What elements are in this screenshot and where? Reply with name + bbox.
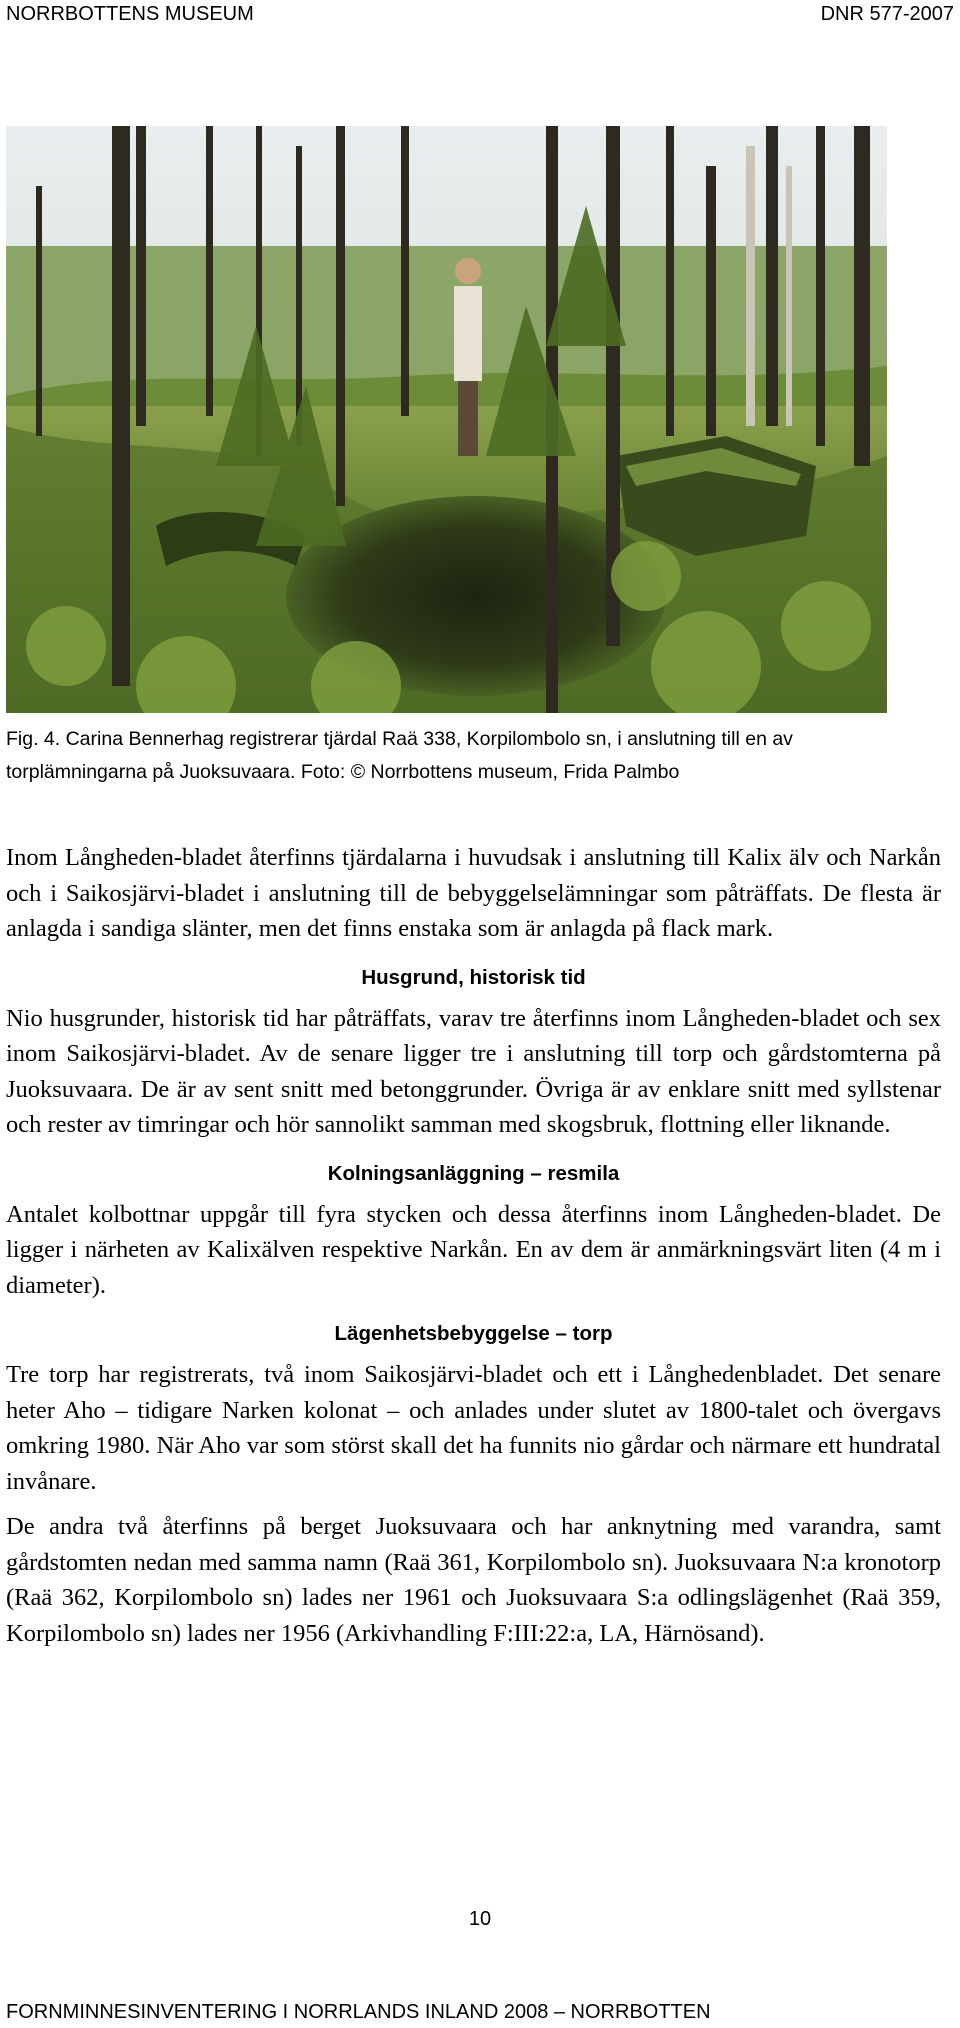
section-paragraph-lagenhetsbebyggelse-2: De andra två återfinns på berget Juoksuvaara och har anknytning med varandra, samt gårdstomten nedan med samma namn (Raä 361, Korpilombolo sn). Juoksuvaara N:a kronotorp (Raä 362, Korpilombolo sn) lades ner 1961 och Juoksuvaara S:a odlingslägenhet (Raä 359, Korpilombolo sn) lades ner 1956 (Arkivhandling F:III:22:a, LA, Härnösand). bbox=[6, 1513, 941, 1647]
person-figure bbox=[454, 258, 482, 456]
figure-photo bbox=[6, 126, 887, 713]
main-content bbox=[6, 840, 941, 1651]
intro-paragraph: Inom Långheden-bladet återfinns tjärdalarna i huvudsak i anslutning till Kalix älv och Narkån och i Saikosjärvi-bladet i anslutning till de bebyggelselämningar som påträffats. De flesta är anlagda i sandiga slänter, men det finns enstaka som är anlagda på flack mark. bbox=[6, 844, 941, 942]
page-footer: FORNMINNESINVENTERING I NORRLANDS INLAND 2008 – NORRBOTTEN bbox=[6, 2001, 711, 2023]
section-heading-lagenhetsbebyggelse: Lägenhetsbebyggelse – torp bbox=[334, 1322, 613, 1345]
section-paragraph-husgrund: Nio husgrunder, historisk tid har påträffats, varav tre återfinns inom Långheden-bladet och sex inom Saikosjärvi-bladet. Av de senare ligger tre i anslutning till torp och gårdstomterna på Juoksuvaara. De är av sent snitt med betonggrunder. Övriga är av enklare snitt med syllstenar och rester av timringar och hör sannolikt samman med skogsbruk, flottning eller liknande. bbox=[6, 1004, 941, 1138]
section-paragraph-kolningsanlaggning: Antalet kolbottnar uppgår till fyra stycken och dessa återfinns inom Långheden-bladet. De ligger i närheten av Kalixälven respektive Narkån. En av dem är anmärkningsvärt liten (4 m i diameter). bbox=[6, 1200, 941, 1299]
page-header bbox=[6, 0, 954, 30]
figure-caption-line: Fig. 4. Carina Bennerhag registrerar tjärdal Raä 338, Korpilombolo sn, i anslutning till en av bbox=[6, 728, 793, 750]
section-paragraph-lagenhetsbebyggelse-1: Tre torp har registrerats, två inom Saikosjärvi-bladet och ett i Långhedenbladet. Det senare heter Aho – tidigare Narken kolonat – och anlades under slutet av 1800-talet och övergavs omkring 1980. När Aho var som störst skall det ha funnits nio gårdar och närmare ett hundratal invånare. bbox=[6, 1361, 941, 1495]
figure-caption bbox=[6, 723, 906, 789]
header-organization: NORRBOTTENS MUSEUM bbox=[6, 3, 254, 25]
section-heading-husgrund: Husgrund, historisk tid bbox=[361, 965, 586, 989]
header-document-number: DNR 577-2007 bbox=[820, 3, 954, 25]
section-heading-kolningsanlaggning: Kolningsanläggning – resmila bbox=[327, 1161, 620, 1185]
forest-photo-illustration bbox=[6, 126, 887, 713]
page-number: 10 bbox=[468, 1908, 492, 1930]
figure-caption-line: torplämningarna på Juoksuvaara. Foto: © Norrbottens museum, Frida Palmbo bbox=[6, 761, 680, 783]
